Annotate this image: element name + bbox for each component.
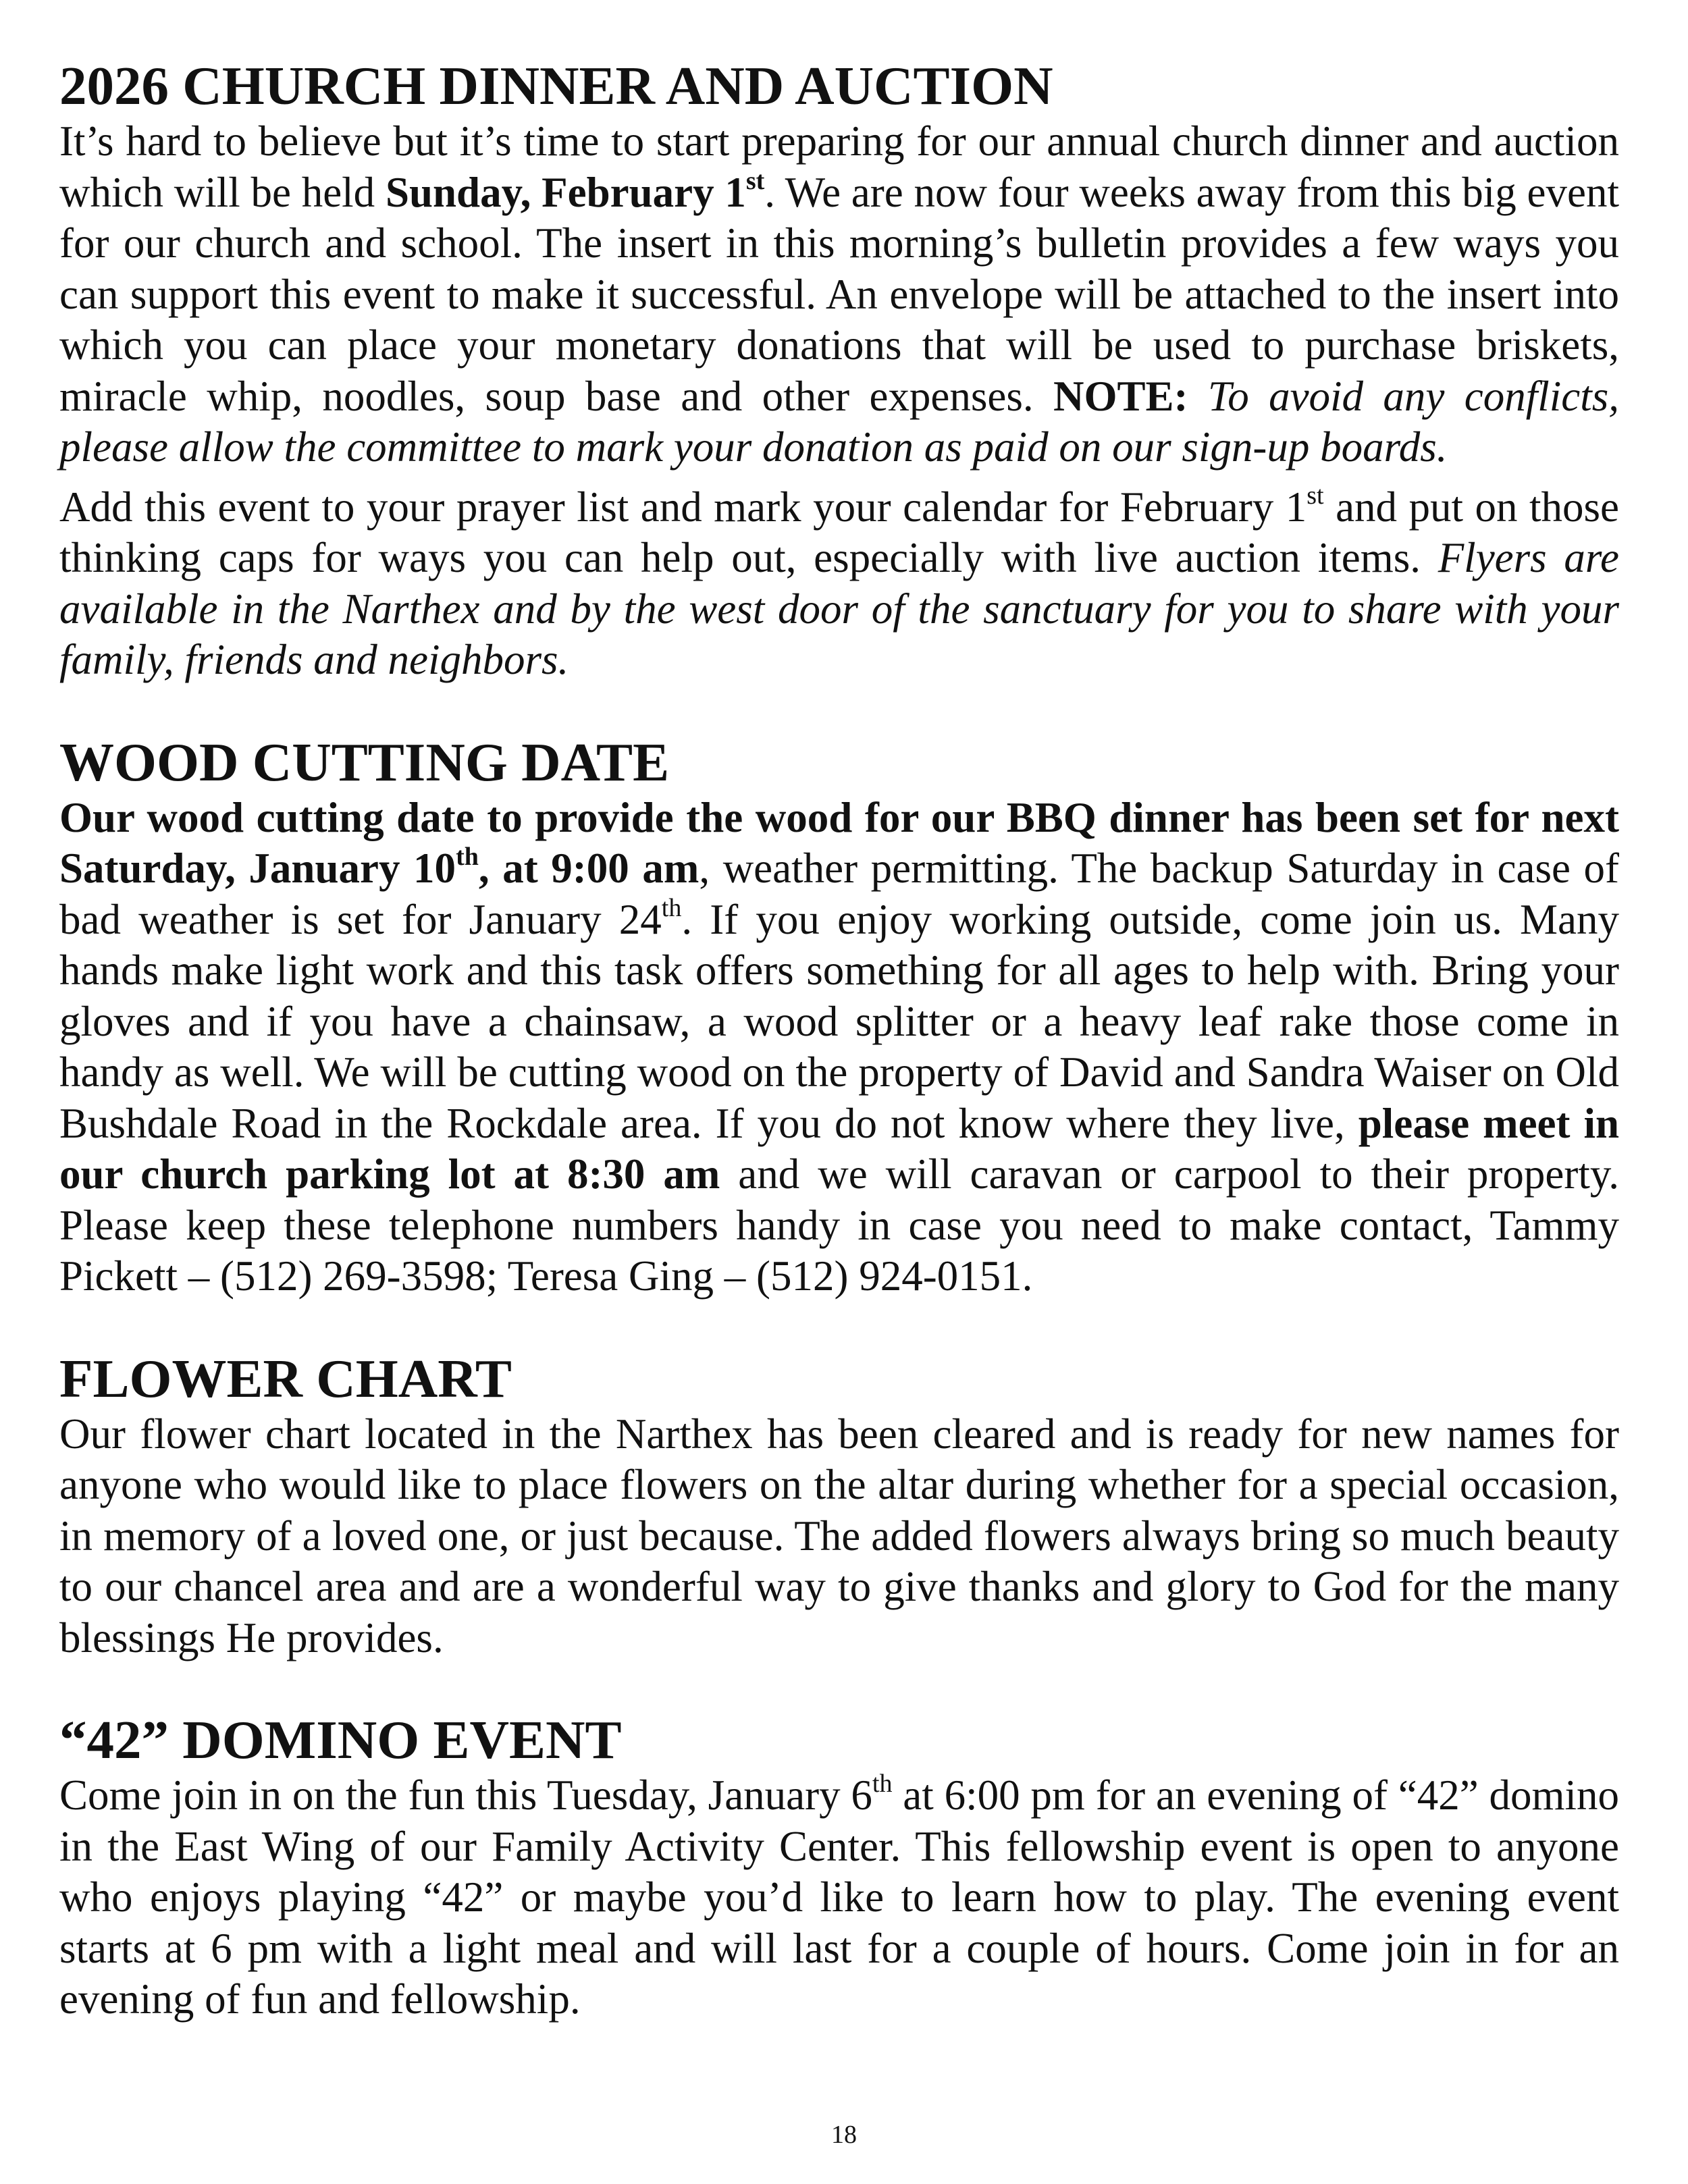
ordinal-suffix: th bbox=[661, 893, 682, 922]
note-label: NOTE: bbox=[1053, 372, 1188, 420]
text-run: , weather permitting. The backup Saturday in case of bad weather is set for January 24 bbox=[59, 845, 1619, 943]
section-paragraph bbox=[59, 116, 1619, 473]
section-wood-cutting-date bbox=[59, 732, 1619, 1302]
section-paragraph bbox=[59, 793, 1619, 1302]
ordinal-suffix: st bbox=[745, 166, 765, 195]
bulletin-page bbox=[59, 55, 1619, 2025]
section-paragraph bbox=[59, 1770, 1619, 2025]
bold-lead: Our wood cutting date to provide the wood for our BBQ dinner has been set for next Saturday, January 10th, at 9:00 am bbox=[59, 793, 1619, 892]
section-flower-chart bbox=[59, 1348, 1619, 1664]
bold-meeting-note: please meet in our church parking lot at 8:30 am bbox=[59, 1099, 1619, 1198]
text-run: Come join in on the fun this Tuesday, January 6 bbox=[59, 1772, 872, 1819]
note-text: To avoid any conflicts, please allow the committee to mark your donation as paid on our sign-up boards. bbox=[59, 372, 1619, 471]
text-run: . If you enjoy working outside, come join us. Many hands make light work and this task offers something for all ages to help with. Bring your gloves and if you have a chainsaw, a wood splitter or a heavy leaf rake those come in handy as well. We will be cutting wood on the property of David and Sandra Waiser on Old Bushdale Road in the Rockdale area. If you do not know where they live, bbox=[59, 895, 1620, 1147]
text-run: and we will caravan or carpool to their property. Please keep these telephone numbers handy in case you need to make contact, Tammy Pickett – (512) 269-3598; Teresa Ging – (512) 924-0151. bbox=[59, 1150, 1619, 1300]
section-paragraph: Our flower chart located in the Narthex has been cleared and is ready for new names for anyone who would like to place flowers on the altar during whether for a special occasion, in memory of a loved one, or just because. The added flowers always bring so much beauty to our chancel area and are a wonderful way to give thanks and glory to God for the many blessings He provides. bbox=[59, 1410, 1619, 1661]
section-paragraph bbox=[59, 482, 1619, 686]
text-run: and put on those thinking caps for ways you can help out, especially with live auction items. bbox=[59, 483, 1619, 581]
section-church-dinner-auction bbox=[59, 55, 1619, 686]
page-number: 18 bbox=[831, 2121, 857, 2149]
section-domino-event bbox=[59, 1709, 1619, 2025]
section-title: “42” DOMINO EVENT bbox=[59, 1709, 622, 1770]
section-title: 2026 CHURCH DINNER AND AUCTION bbox=[59, 55, 1053, 116]
section-title: WOOD CUTTING DATE bbox=[59, 731, 670, 793]
text-run: . We are now four weeks away from this big event for our church and school. The insert in this morning’s bulletin provides a few ways you can support this event to make it successful. An envelope will be attached to the insert into which you can place your monetary donations that will be used to purchase briskets, miracle whip, noodles, soup base and other expenses. bbox=[59, 168, 1619, 420]
ordinal-suffix: th bbox=[456, 843, 479, 871]
text-run: Add this event to your prayer list and mark your calendar for February 1 bbox=[59, 483, 1307, 531]
section-title: FLOWER CHART bbox=[59, 1348, 512, 1409]
text-run: at 6:00 pm for an evening of “42” domino in the East Wing of our Family Activity Center. This fellowship event is open to anyone who enjoys playing “42” or maybe you’d like to learn how to play. The evening event starts at 6 pm with a light meal and will last for a couple of hours. Come join in for an evening of fun and fellowship. bbox=[59, 1772, 1620, 2023]
ordinal-suffix: st bbox=[1307, 481, 1324, 510]
text-run: It’s hard to believe but it’s time to start preparing for our annual church dinner and auction which will be held bbox=[59, 117, 1619, 216]
ordinal-suffix: th bbox=[872, 1769, 893, 1798]
italic-note: Flyers are available in the Narthex and by the west door of the sanctuary for you to share with your family, friends and neighbors. bbox=[59, 534, 1619, 683]
bold-date: Sunday, February 1st bbox=[385, 166, 765, 216]
